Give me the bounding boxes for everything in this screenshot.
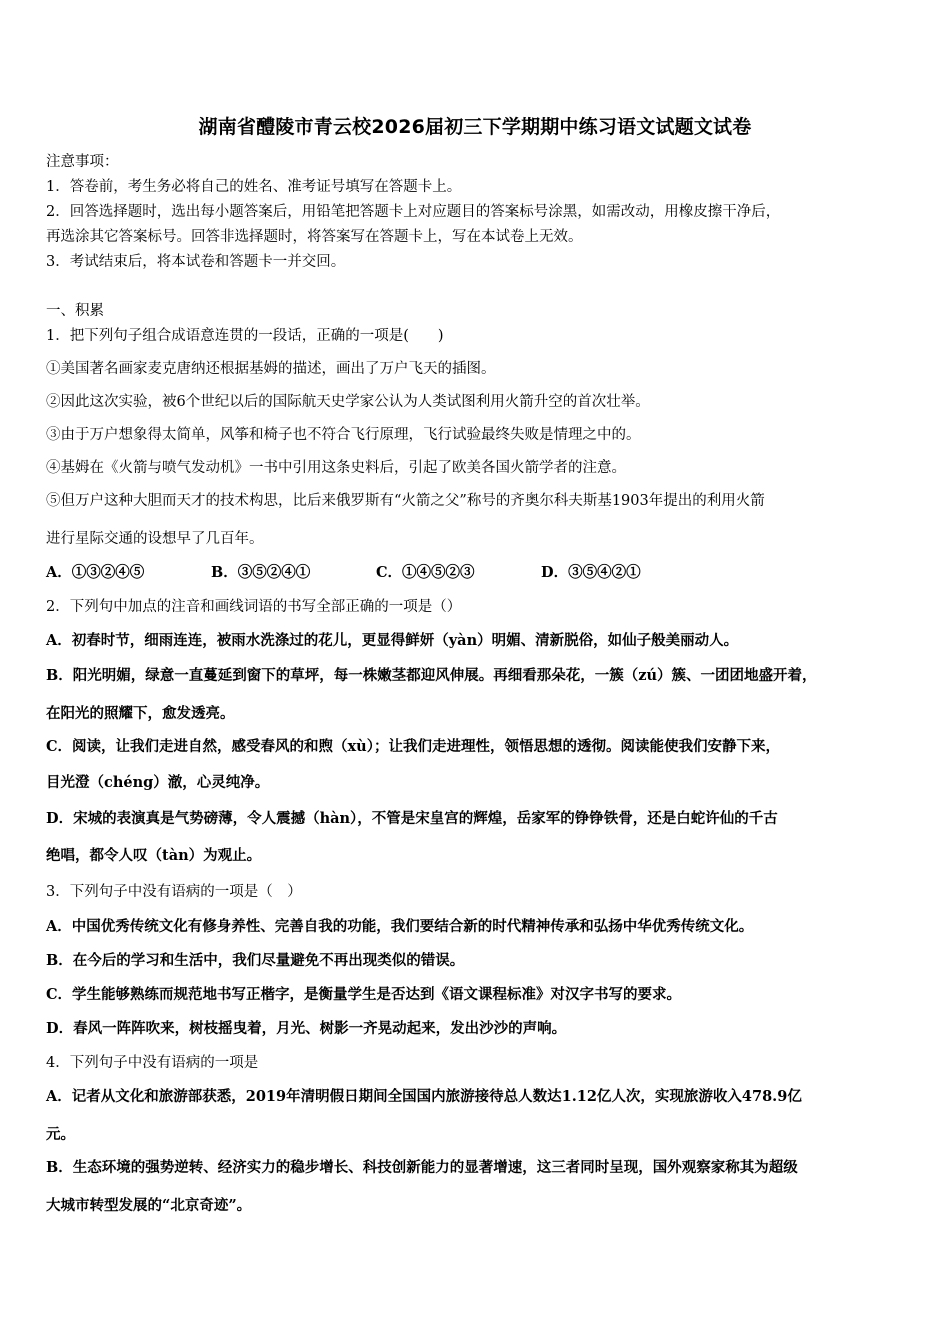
- question-stem: 2．下列句中加点的注音和画线词语的书写全部正确的一项是（）: [46, 599, 462, 615]
- notice-item: 再选涂其它答案标号。回答非选择题时，将答案写在答题卡上，写在本试卷上无效。: [46, 229, 583, 245]
- notice-heading: 注意事项：: [46, 154, 119, 170]
- sentence-1: ①美国著名画家麦克唐纳还根据基姆的描述，画出了万户飞天的插图。: [46, 361, 496, 377]
- option-b[interactable]: B．生态环境的强势逆转、经济实力的稳步增长、科技创新能力的显著增速，这三者同时呈现，国外观察家称其为超级: [46, 1159, 798, 1176]
- option-c[interactable]: C．学生能够熟练而规范地书写正楷字，是衡量学生是否达到《语文课程标准》对汉字书写的要求。: [46, 986, 682, 1003]
- option-a-cont: 元。: [46, 1126, 75, 1143]
- question-stem: 4．下列句子中没有语病的一项是: [46, 1055, 259, 1071]
- notice-item: 3．考试结束后，将本试卷和答题卡一并交回。: [46, 254, 346, 270]
- sentence-2: ②因此这次实验，被6个世纪以后的国际航天史学家公认为人类试图利用火箭升空的首次壮举。: [46, 394, 650, 410]
- notice-item: 2．回答选择题时，选出每小题答案后，用铅笔把答题卡上对应题目的答案标号涂黑，如需改动，用橡皮擦干净后，: [46, 204, 781, 220]
- notice-item: 1．答卷前，考生务必将自己的姓名、准考证号填写在答题卡上。: [46, 179, 462, 195]
- section-heading: 一、积累: [46, 303, 104, 319]
- option-b[interactable]: B．在今后的学习和生活中，我们尽量避免不再出现类似的错误。: [46, 952, 465, 969]
- option-b[interactable]: B．③⑤②④①: [211, 564, 311, 581]
- option-b-cont: 大城市转型发展的“北京奇迹”。: [46, 1197, 252, 1214]
- option-c[interactable]: C．阅读，让我们走进自然，感受春风的和煦（xù）；让我们走进理性，领悟思想的透彻。阅读能使我们安静下来，: [46, 738, 780, 755]
- option-c-cont: 目光澄（chéng）澈，心灵纯净。: [46, 774, 270, 791]
- option-c[interactable]: C．①④⑤②③: [376, 564, 475, 581]
- question-stem: 3．下列句子中没有语病的一项是（ ）: [46, 884, 302, 900]
- sentence-4: ④基姆在《火箭与喷气发动机》一书中引用这条史料后，引起了欧美各国火箭学者的注意。: [46, 460, 626, 476]
- page-title: 湖南省醴陵市青云校2026届初三下学期期中练习语文试题文试卷: [198, 116, 752, 138]
- sentence-5-cont: 进行星际交通的设想早了几百年。: [46, 531, 264, 547]
- sentence-5: ⑤但万户这种大胆而天才的技术构思，比后来俄罗斯有“火箭之父”称号的齐奥尔科夫斯基1903年提出的利用火箭: [46, 493, 765, 509]
- option-a[interactable]: A．初春时节，细雨连连，被雨水洗涤过的花儿，更显得鲜妍（yàn）明媚、清新脱俗，如仙子般美丽动人。: [46, 632, 739, 649]
- option-b-cont: 在阳光的照耀下，愈发透亮。: [46, 705, 235, 722]
- option-d-cont: 绝唱，都令人叹（tàn）为观止。: [46, 847, 262, 864]
- question-stem: 1．把下列句子组合成语意连贯的一段话，正确的一项是( ): [46, 328, 444, 344]
- option-d[interactable]: D．宋城的表演真是气势磅薄，令人震撼（hàn），不管是宋皇宫的辉煌，岳家军的铮铮铁骨，还是白蛇许仙的千古: [46, 810, 778, 827]
- sentence-3: ③由于万户想象得太简单，风筝和椅子也不符合飞行原理，飞行试验最终失败是情理之中的。: [46, 427, 641, 443]
- option-a[interactable]: A．记者从文化和旅游部获悉，2019年清明假日期间全国国内旅游接待总人数达1.12亿人次，实现旅游收入478.9亿: [46, 1088, 802, 1105]
- option-d[interactable]: D．春风一阵阵吹来，树枝摇曳着，月光、树影一齐晃动起来，发出沙沙的声响。: [46, 1020, 567, 1037]
- option-a[interactable]: A．①③②④⑤: [46, 564, 145, 581]
- option-a[interactable]: A．中国优秀传统文化有修身养性、完善自我的功能，我们要结合新的时代精神传承和弘扬中华优秀传统文化。: [46, 918, 754, 935]
- option-d[interactable]: D．③⑤④②①: [541, 564, 641, 581]
- option-b[interactable]: B．阳光明媚，绿意一直蔓延到窗下的草坪，每一株嫩茎都迎风伸展。再细看那朵花，一簇（zú）簇、一团团地盛开着，: [46, 667, 817, 684]
